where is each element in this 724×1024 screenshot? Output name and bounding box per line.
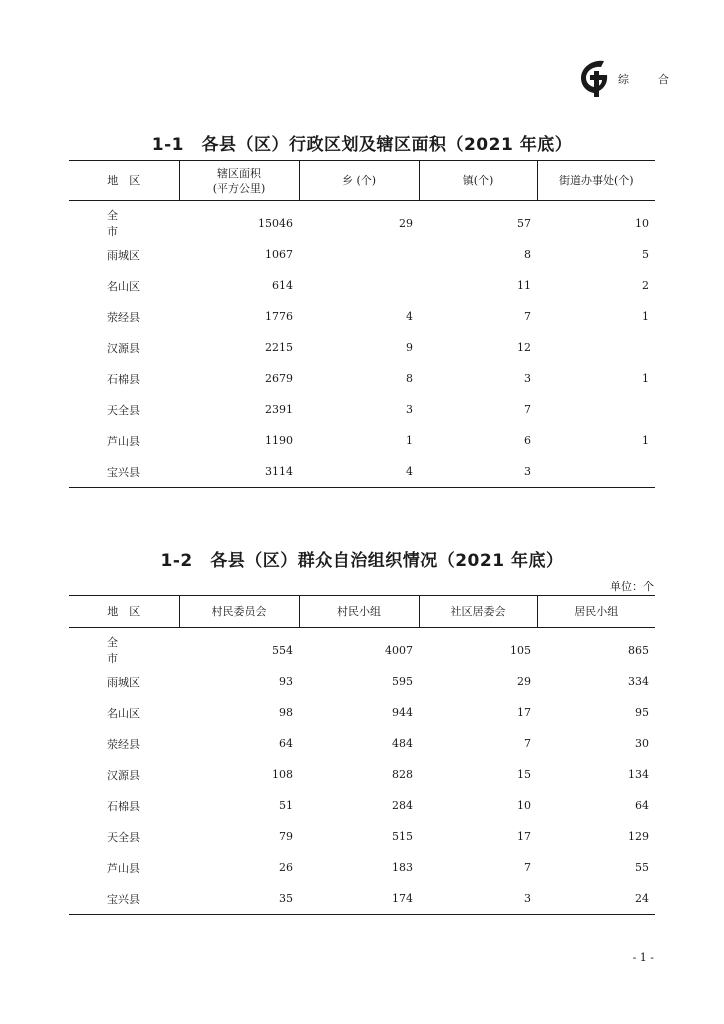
value-cell: 64 [279,737,293,750]
area-name-cell: 汉源县 [107,768,140,782]
area-name-cell: 名山区 [107,706,140,720]
value-cell: 17 [517,830,531,843]
table2-header-row [69,596,655,628]
value-cell: 9 [406,341,413,354]
area-name-cell: 荥经县 [107,737,140,751]
value-cell: 3 [406,403,413,416]
table2-column-header: 村民委员会 [179,596,299,628]
value-cell: 17 [517,706,531,719]
table-row [69,270,655,301]
value-cell: 105 [510,643,531,657]
value-cell: 183 [392,861,413,874]
value-cell [299,270,419,301]
value-cell: 828 [392,768,413,781]
area-name-cell: 芦山县 [107,861,140,875]
area-name-cell: 宝兴县 [69,456,179,488]
area-name-cell: 雨城区 [107,675,140,689]
table-row [69,425,655,456]
value-cell: 8 [524,248,531,261]
value-cell: 3 [419,456,537,488]
value-cell: 3 [419,883,537,915]
value-cell: 7 [524,403,531,416]
table-row [69,628,655,667]
value-cell: 35 [179,883,299,915]
value-cell: 1 [642,310,649,323]
value-cell: 29 [399,216,413,230]
table1-column-header: 镇(个) [419,161,537,201]
section-label: 综 合 [618,73,678,86]
value-cell: 174 [299,883,419,915]
value-cell: 865 [628,643,649,657]
table1-body [69,201,655,488]
area-name-cell: 宝兴县 [69,883,179,915]
value-cell: 5 [642,248,649,261]
table-row [69,201,655,240]
table1-title: 1-1 各县（区）行政区划及辖区面积（2021 年底） [151,135,573,155]
table-row [69,821,655,852]
value-cell: 1190 [265,434,293,447]
area-name-cell: 雨城区 [107,248,140,262]
yearbook-logo-icon [577,57,611,97]
value-cell: 10 [517,799,531,812]
value-cell [537,456,655,488]
table2-column-header: 地 区 [69,596,179,628]
value-cell: 6 [524,434,531,447]
value-cell: 15 [517,768,531,781]
value-cell: 24 [537,883,655,915]
value-cell: 614 [272,279,293,292]
value-cell: 30 [635,737,649,750]
area-name-cell: 汉源县 [107,341,140,355]
table-row [69,759,655,790]
table2-title: 1-2 各县（区）群众自治组织情况（2021 年底） [160,551,564,571]
value-cell: 554 [272,643,293,657]
value-cell: 95 [635,706,649,719]
value-cell: 1067 [265,248,293,261]
table1-admin-divisions [69,160,655,488]
table-row [69,883,655,915]
table1-column-header: 辖区面积 (平方公里) [179,161,299,201]
value-cell: 334 [628,675,649,688]
value-cell: 29 [517,675,531,688]
area-name-cell: 荥经县 [107,310,140,324]
value-cell: 3114 [179,456,299,488]
value-cell: 51 [279,799,293,812]
area-name-cell: 全 市 [107,209,157,238]
area-name-cell: 石棉县 [107,799,140,813]
table-row [69,394,655,425]
value-cell: 10 [635,216,649,230]
table-row [69,666,655,697]
value-cell: 1 [406,434,413,447]
table2-column-header: 社区居委会 [419,596,537,628]
value-cell [299,239,419,270]
value-cell: 2215 [265,341,293,354]
table-row [69,363,655,394]
value-cell: 64 [635,799,649,812]
table1-header-row [69,161,655,201]
table1-column-header: 街道办事处(个) [537,161,655,201]
value-cell: 1776 [265,310,293,323]
table1-column-header: 地 区 [69,161,179,201]
area-name-cell: 芦山县 [107,434,140,448]
value-cell: 4 [406,310,413,323]
value-cell: 7 [524,861,531,874]
value-cell: 108 [272,768,293,781]
table-row [69,697,655,728]
value-cell: 2391 [265,403,293,416]
area-name-cell: 名山区 [107,279,140,293]
table2-unit-label: 单位：个 [610,580,654,593]
value-cell: 1 [642,434,649,447]
area-name-cell: 天全县 [107,403,140,417]
value-cell: 515 [392,830,413,843]
area-name-cell: 石棉县 [107,372,140,386]
value-cell: 129 [628,830,649,843]
table2-column-header: 居民小组 [537,596,655,628]
value-cell: 944 [392,706,413,719]
value-cell: 15046 [258,216,293,230]
value-cell: 4 [299,456,419,488]
page-number: - 1 - [632,951,654,964]
table2-column-header: 村民小组 [299,596,419,628]
table-row [69,332,655,363]
value-cell: 26 [279,861,293,874]
table-row [69,728,655,759]
table-row [69,301,655,332]
value-cell: 1 [642,372,649,385]
value-cell: 79 [279,830,293,843]
value-cell: 2 [642,279,649,292]
value-cell: 55 [635,861,649,874]
value-cell: 484 [392,737,413,750]
value-cell: 3 [524,372,531,385]
value-cell [537,394,655,425]
value-cell: 134 [628,768,649,781]
value-cell: 7 [524,737,531,750]
area-name-cell: 天全县 [107,830,140,844]
value-cell: 12 [517,341,531,354]
value-cell: 595 [392,675,413,688]
area-name-cell: 全 市 [107,636,157,665]
table-row [69,456,655,488]
value-cell: 11 [517,279,531,292]
value-cell: 284 [392,799,413,812]
value-cell: 7 [524,310,531,323]
value-cell: 98 [279,706,293,719]
value-cell: 2679 [265,372,293,385]
table-row [69,790,655,821]
table2-body [69,628,655,915]
value-cell: 57 [517,216,531,230]
value-cell [537,332,655,363]
table-row [69,852,655,883]
table-row [69,239,655,270]
table2-self-governance [69,595,655,915]
value-cell: 8 [406,372,413,385]
table1-column-header: 乡 (个) [299,161,419,201]
value-cell: 93 [279,675,293,688]
value-cell: 4007 [385,643,413,657]
